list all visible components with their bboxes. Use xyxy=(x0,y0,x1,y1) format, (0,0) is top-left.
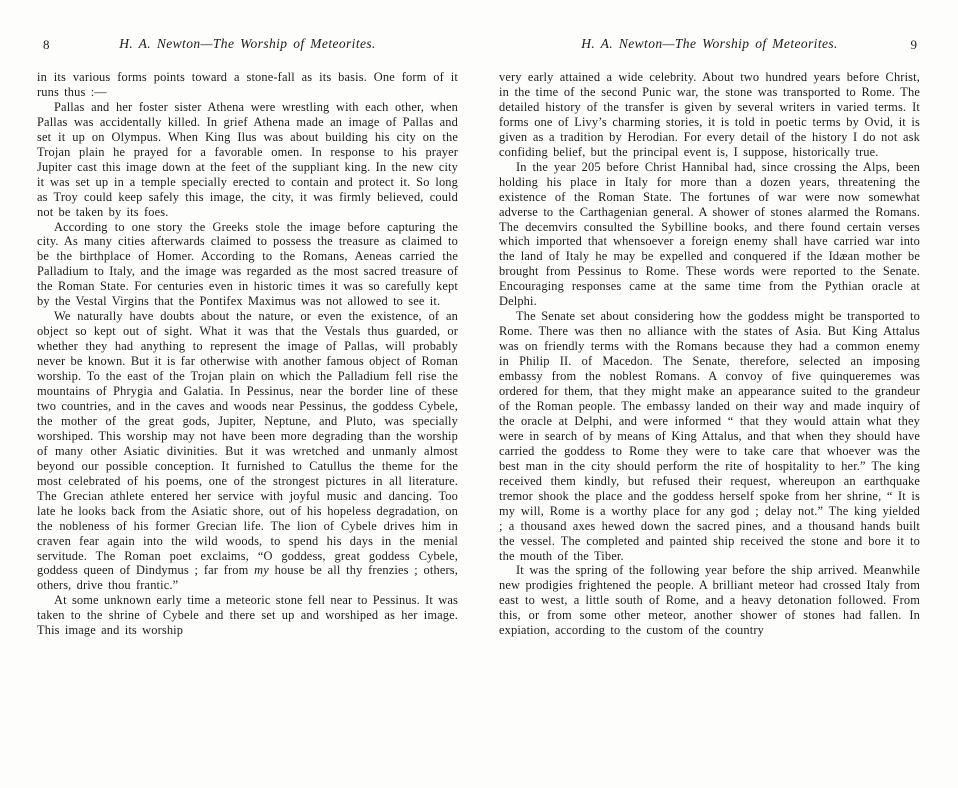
running-head-right xyxy=(499,36,920,56)
paragraph xyxy=(499,70,920,160)
text-segment: The Senate set about considering how the goddess might be transported to Rome. There was then no alliance with the states of Asia. But King Attalus was on friendly terms with the Romans because they had a common enemy in Philip II. of Macedon. The Senate, therefore, selected an imposing embassy from the noblest Romans. A convoy of five quinqueremes was ordered for them, that they might make an appearance suited to the grandeur of the Roman people. The embassy landed on their way and made inquiry of the oracle at Delphi, and were informed “ that they would attain what they were in search of by means of King Attalus, and that when they should have carried the goddess to Rome they were to take care that whoever was the best man in the city should perform the rite of hospitality to her.” The king received them kindly, but refused their request, whereupon an earthquake tremor shook the place and the goddess herself spoke from her shrine, “ It is my will, Rome is a worthy place for any god ; delay not.” The king yielded ; a thousand axes hewed down the sacred pines, and a thousand hands built the vessel. The completed and painted ship received the stone and bore it to the mouth of the Tiber. xyxy=(499,309,920,563)
paragraph xyxy=(499,563,920,638)
paragraph xyxy=(37,70,458,100)
page-right-body xyxy=(499,70,920,638)
page-number-right: 9 xyxy=(910,37,917,52)
text-segment: According to one story the Greeks stole the image before capturing the city. As many cities afterwards claimed to possess the treasure as claimed to be the birthplace of Homer. According to the Romans, Aeneas carried the Palladium to Italy, and the image was regarded as the most sacred treasure of the Roman State. For centuries even in historic times it was so carefully kept by the Vestal Virgins that the Pontifex Maximus was not allowed to see it. xyxy=(37,219,458,309)
paragraph xyxy=(37,593,458,638)
text-segment: very early attained a wide celebrity. About two hundred years before Christ, in the time of the second Punic war, the stone was transported to Rome. The detailed history of the transfer is given by several writers in varied terms. It forms one of Livy’s charming stories, it is told in poetic terms by Ovid, it is given as a tradition by Herodian. For every detail of the history I do not ask confiding belief, but the principal event is, I suppose, historically true. xyxy=(499,70,920,159)
paragraph xyxy=(37,100,458,220)
paragraph xyxy=(499,160,920,310)
page-left-body xyxy=(37,70,458,638)
text-segment: It was the spring of the following year before the ship arrived. Meanwhile new prodigies frightened the people. A brilliant meteor had crossed Italy from east to west, a little south of Rome, and a heavy detonation followed. From this, or from some other meteor, another shower of stones had fallen. In expiation, according to the custom of the country xyxy=(499,563,920,638)
page-right xyxy=(499,36,920,638)
page-number-left: 8 xyxy=(43,37,50,52)
text-segment: in its various forms points toward a stone-fall as its basis. One form of it runs thus :— xyxy=(37,70,458,99)
paragraph xyxy=(499,309,920,563)
running-header-title-right: H. A. Newton—The Worship of Meteorites. xyxy=(581,36,838,51)
text-segment: In the year 205 before Christ Hannibal had, since crossing the Alps, been holding his place in Italy for more than a dozen years, threatening the existence of the Roman State. The fortunes of war were now somewhat adverse to the Carthagenian general. A shower of stones alarmed the Romans. The decemvirs consulted the Sybilline books, and there found certain verses which imported that whensoever a foreign enemy shall have carried war into the land of Italy he may be expelled and conquered if the Idæan mother be brought from Pessinus to Rome. These words were reported to the Senate. Encouraging responses came at the same time from the Pythian oracle at Delphi. xyxy=(499,159,920,309)
paragraph xyxy=(37,220,458,310)
text-segment: At some unknown early time a meteoric stone fell near to Pessinus. It was taken to the shrine of Cybele and there set up and worshiped as her image. This image and its worship xyxy=(37,593,458,638)
text-segment: We naturally have doubts about the nature, or even the existence, of an object so kept out of sight. What it was that the Vestals thus guarded, or whether they had anything to represent the image of Pallas, will probably never be known. But it is far otherwise with another famous object of Roman worship. To the east of the Trojan plain on which the Palladium fell rise the mountains of Phrygia and Galatia. In Pessinus, near the border line of these two countries, and in the caves and woods near Pessinus, the goddess Cybele, the mother of the great gods, Jupiter, Neptune, and Pluto, was specially worshiped. This worship may not have been more degrading than the worship of many other Asiatic divinities. But it was wretched and unmanly almost beyond our possible conception. It furnished to Catullus the theme for the most celebrated of his poems, one of the strongest pictures in all literature. The Grecian athlete entered her service with joyful music and dancing. Too late he looks back from the Asiatic shore, out of his hopeless degradation, on the nobleness of his former Grecian life. The lion of Cybele drives him in craven fear again into the wild woods, to spend his days in the menial servitude. The Roman poet exclaims, “O goddess, great goddess Cybele, goddess queen of Dindymus ; far from xyxy=(37,309,458,578)
text-segment: house be all thy frenzies ; others, others, drive thou frantic.” xyxy=(37,563,458,593)
text-segment: Pallas and her foster sister Athena were wrestling with each other, when Pallas was accidentally killed. In grief Athena made an image of Pallas and set it up on Olympus. When King Ilus was about building his city on the Trojan plain he prayed for a favorable omen. In response to his prayer Jupiter cast this image down at the feet of the suppliant king. In the new city it was set up in a temple specially erected to contain and protect it. So long as Troy could keep safely this image, the city, it was firmly believed, could not be taken by its foes. xyxy=(37,99,458,219)
running-header-title-left: H. A. Newton—The Worship of Meteorites. xyxy=(119,36,376,51)
text-segment: my xyxy=(254,563,269,578)
paragraph xyxy=(37,309,458,593)
running-head-left xyxy=(37,36,458,56)
page-left xyxy=(37,36,458,638)
